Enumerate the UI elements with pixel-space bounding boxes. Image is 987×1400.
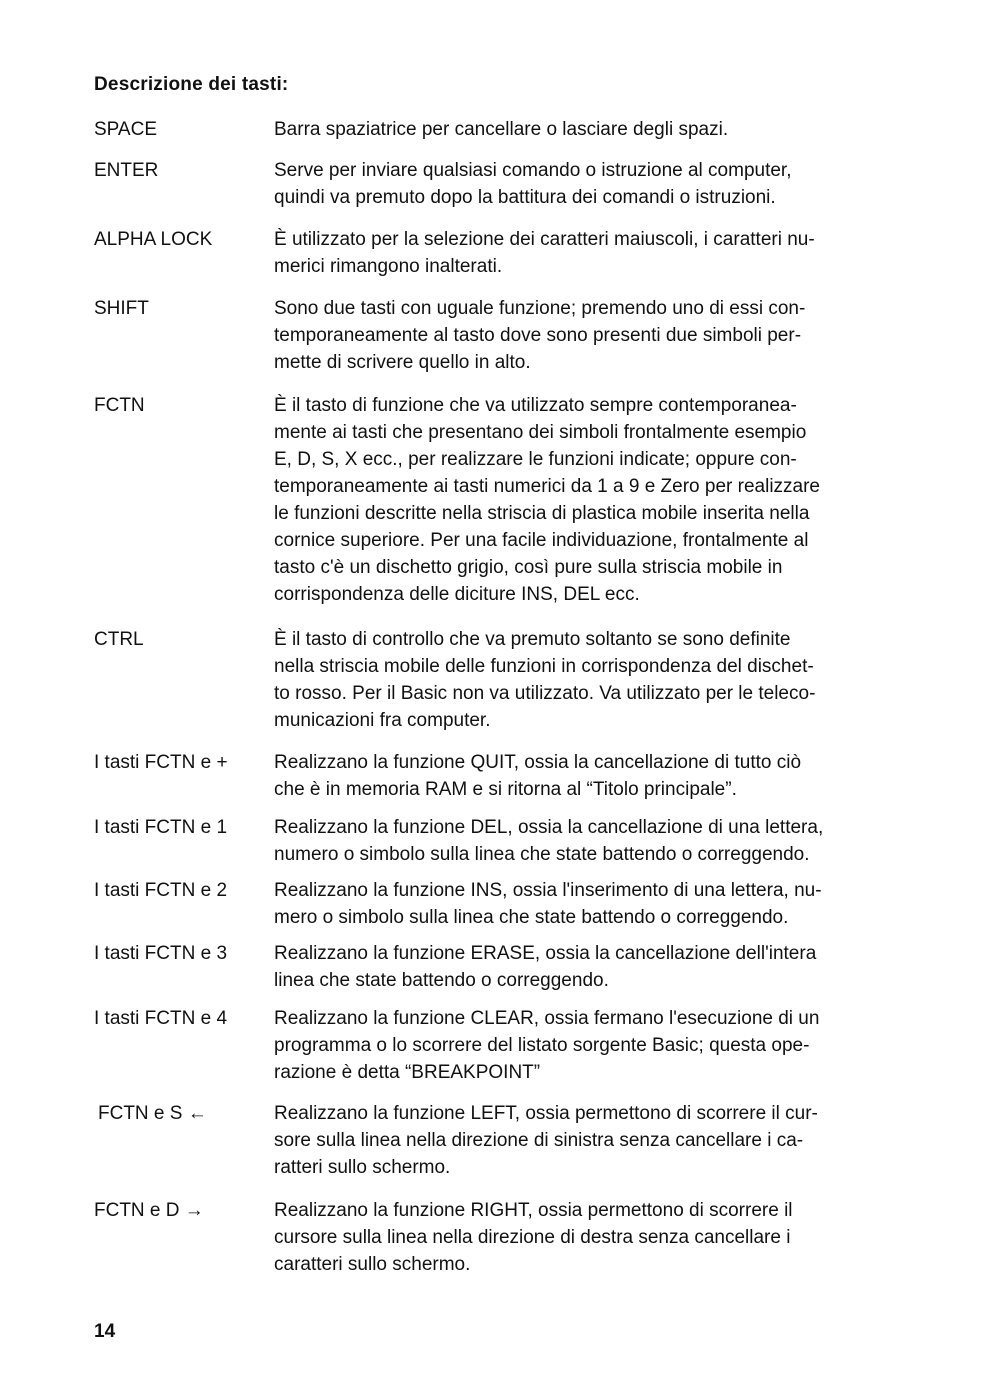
description-line: temporaneamente ai tasti numerici da 1 a 9 e Zero per realizzare: [274, 476, 820, 497]
key-description: [274, 940, 889, 994]
description-line: mente ai tasti che presentano dei simboli frontalmente esempio: [274, 422, 807, 443]
key-description: [274, 157, 889, 211]
description-line: Realizzano la funzione DEL, ossia la cancellazione di una lettera,: [274, 817, 824, 838]
key-description: [274, 877, 889, 931]
description-line: Realizzano la funzione QUIT, ossia la cancellazione di tutto ciò: [274, 752, 802, 773]
description-line: to rosso. Per il Basic non va utilizzato. Va utilizzato per le teleco-: [274, 683, 816, 704]
description-line: merici rimangono inalterati.: [274, 256, 503, 277]
description-line: Realizzano la funzione LEFT, ossia permettono di scorrere il cur-: [274, 1103, 818, 1124]
description-line: Barra spaziatrice per cancellare o lasciare degli spazi.: [274, 119, 729, 140]
key-description: [274, 749, 889, 803]
description-line: razione è detta “BREAKPOINT”: [274, 1062, 541, 1083]
key-description: [274, 626, 889, 734]
key-name: CTRL: [94, 629, 144, 650]
description-line: tasto c'è un dischetto grigio, così pure sulla striscia mobile in: [274, 557, 783, 578]
description-line: temporaneamente al tasto dove sono presenti due simboli per-: [274, 325, 802, 346]
key-name: FCTN: [94, 395, 145, 416]
key-description: [274, 116, 889, 143]
description-line: quindi va premuto dopo la battitura dei comandi o istruzioni.: [274, 187, 776, 208]
key-description: [274, 814, 889, 868]
description-line: corrispondenza delle diciture INS, DEL ecc.: [274, 584, 640, 605]
description-line: cornice superiore. Per una facile individuazione, frontalmente al: [274, 530, 809, 551]
key-name: SHIFT: [94, 298, 149, 319]
description-line: numero o simbolo sulla linea che state battendo o correggendo.: [274, 844, 810, 865]
key-name: I tasti FCTN e 2: [94, 880, 228, 901]
key-name: FCTN e S ←: [98, 1103, 207, 1124]
key-description: [274, 295, 889, 376]
page-number: 14: [94, 1321, 116, 1342]
description-line: È utilizzato per la selezione dei caratteri maiuscoli, i caratteri nu-: [274, 229, 815, 250]
description-line: caratteri sullo schermo.: [274, 1254, 471, 1275]
description-line: mette di scrivere quello in alto.: [274, 352, 531, 373]
description-line: linea che state battendo o correggendo.: [274, 970, 609, 991]
key-name: ALPHA LOCK: [94, 229, 213, 250]
key-name: SPACE: [94, 119, 158, 140]
key-name: I tasti FCTN e +: [94, 752, 228, 773]
key-name: I tasti FCTN e 3: [94, 943, 228, 964]
description-line: ratteri sullo schermo.: [274, 1157, 451, 1178]
description-line: Realizzano la funzione INS, ossia l'inserimento di una lettera, nu-: [274, 880, 822, 901]
description-line: Realizzano la funzione CLEAR, ossia fermano l'esecuzione di un: [274, 1008, 820, 1029]
description-line: Realizzano la funzione RIGHT, ossia permettono di scorrere il: [274, 1200, 793, 1221]
description-line: È il tasto di controllo che va premuto soltanto se sono definite: [274, 629, 791, 650]
description-line: sore sulla linea nella direzione di sinistra senza cancellare i ca-: [274, 1130, 804, 1151]
description-line: che è in memoria RAM e si ritorna al “Titolo principale”.: [274, 779, 737, 800]
key-description: [274, 1005, 889, 1086]
key-description: [274, 392, 889, 608]
description-line: mero o simbolo sulla linea che state battendo o correggendo.: [274, 907, 789, 928]
description-line: municazioni fra computer.: [274, 710, 491, 731]
description-line: le funzioni descritte nella striscia di plastica mobile inserita nella: [274, 503, 810, 524]
description-line: nella striscia mobile delle funzioni in corrispondenza del dischet-: [274, 656, 814, 677]
key-name: ENTER: [94, 160, 159, 181]
description-line: E, D, S, X ecc., per realizzare le funzioni indicate; oppure con-: [274, 449, 797, 470]
description-line: È il tasto di funzione che va utilizzato sempre contemporanea-: [274, 395, 797, 416]
page-title: Descrizione dei tasti:: [94, 74, 289, 95]
description-line: programma o lo scorrere del listato sorgente Basic; questa ope-: [274, 1035, 810, 1056]
description-line: cursore sulla linea nella direzione di destra senza cancellare i: [274, 1227, 791, 1248]
key-description: [274, 226, 889, 280]
key-description: [274, 1197, 889, 1278]
description-line: Serve per inviare qualsiasi comando o istruzione al computer,: [274, 160, 792, 181]
key-name: I tasti FCTN e 4: [94, 1008, 228, 1029]
description-line: Realizzano la funzione ERASE, ossia la cancellazione dell'intera: [274, 943, 817, 964]
key-name: I tasti FCTN e 1: [94, 817, 228, 838]
description-line: Sono due tasti con uguale funzione; premendo uno di essi con-: [274, 298, 806, 319]
key-description: [274, 1100, 889, 1181]
key-name: FCTN e D →: [94, 1200, 204, 1221]
